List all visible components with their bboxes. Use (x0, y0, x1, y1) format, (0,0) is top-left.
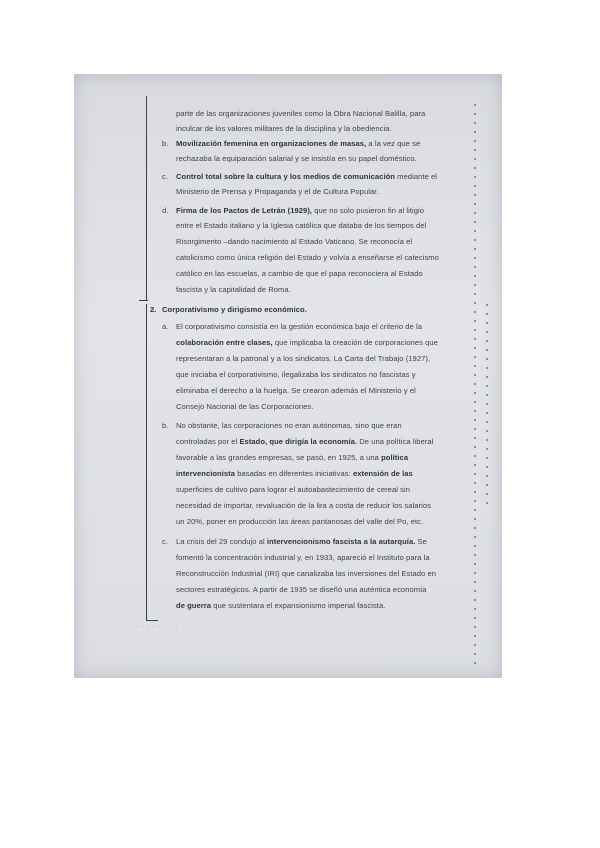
bold-phrase: Control total sobre la cultura y los medios de comunicación (176, 172, 395, 181)
list-marker-a: a. (162, 322, 169, 331)
margin-dots-right-2 (486, 304, 488, 504)
text-line (176, 537, 427, 546)
text-line: fascista y la capitalidad de Roma. (176, 285, 291, 294)
bold-phrase: Firma de los Pactos de Letrán (1929), (176, 206, 313, 215)
text-line: eliminaba el derecho a la huelga. Se crearon además el Ministerio y el (176, 386, 416, 395)
section-number: 2. (150, 305, 157, 314)
margin-bracket-2 (146, 304, 147, 620)
text-span: a la vez que se (366, 139, 421, 148)
list-marker-b2: b. (162, 421, 169, 430)
text-span: que no solo pusieron fin al litigio (312, 206, 425, 215)
margin-bracket-2-tick (146, 620, 158, 621)
text-span: De una política liberal (357, 437, 434, 446)
margin-bracket-1-tick (139, 300, 148, 301)
text-span: Se (415, 537, 427, 546)
bold-phrase: extensión de las (352, 469, 413, 478)
text-line: inculcar de los valores militares de la disciplina y la obediencia. (176, 124, 392, 133)
text-line: sectores estratégicos. A partir de 1935 se diseñó una auténtica economía (176, 585, 427, 594)
text-line: parte de las organizaciones juveniles como la Obra Nacional Balilla, para (176, 109, 426, 118)
text-line: Reconstrucción Industrial (IRI) que canalizaba las inversiones del Estado en (176, 569, 437, 578)
bold-phrase: intervencionismo fascista a la autarquía. (266, 537, 416, 546)
text-line: superficies de cultivo para lograr el autoabastecimiento de cereal sin (176, 485, 410, 494)
text-line: Consejo Nacional de las Corporaciones. (176, 402, 314, 411)
list-marker-d: d. (162, 206, 169, 215)
text-line (176, 338, 438, 347)
text-span: favorable a las grandes empresas, se pasó, en 1925, a una (176, 453, 382, 462)
text-line: entre el Estado italiano y la Iglesia católica que databa de los tiempos del (176, 221, 427, 230)
text-line (176, 469, 413, 478)
text-line: rechazaba la equiparación salarial y se insistía en su papel doméstico. (176, 154, 417, 163)
bold-phrase: Estado, que dirigía la economía. (239, 437, 358, 446)
text-line: Risorgimento –dando nacimiento al Estado Vaticano. Se reconocía el (176, 237, 413, 246)
text-line (176, 172, 437, 181)
text-line: representaran a la patronal y a los sindicatos. La Carta del Trabajo (1927), (176, 354, 431, 363)
text-line: católico en las escuelas, a cambio de que el papa reconociera al Estado (176, 269, 423, 278)
text-line: fomentó la concentración industrial y, en 1933, apareció el Instituto para la (176, 553, 430, 562)
text-line (176, 453, 408, 462)
list-marker-c: c. (162, 172, 168, 181)
section-heading: Corporativismo y dirigismo económico. (162, 305, 307, 314)
text-span: mediante el (395, 172, 437, 181)
faint-marks: · · · · · · · · · (130, 624, 179, 630)
text-span: La crisis del 29 condujo al (176, 537, 267, 546)
margin-bracket-1 (146, 96, 147, 300)
text-line: catolicismo como única religión del Estado y volvía a enseñarse el catecismo (176, 253, 439, 262)
text-line (176, 601, 385, 610)
text-line: que iniciaba el corporativismo, ilegalizaba los sindicatos no fascistas y (176, 370, 416, 379)
text-line: No obstante, las corporaciones no eran autónomas, sino que eran (176, 421, 402, 430)
bold-phrase: política (381, 453, 409, 462)
list-marker-c2: c. (162, 537, 168, 546)
text-line: necesidad de importar, revaluación de la lira a costa de reducir los salarios (176, 501, 431, 510)
text-span: que sustentara el expansionismo imperial fascista. (211, 601, 386, 610)
list-marker-b: b. (162, 139, 169, 148)
text-line (176, 139, 420, 148)
text-span: basadas en diferentes iniciativas: (235, 469, 353, 478)
text-line: El corporativismo consistía en la gestión económica bajo el criterio de la (176, 322, 422, 331)
bold-phrase: Movilización femenina en organizaciones de masas, (176, 139, 367, 148)
text-line (176, 437, 433, 446)
text-line: Ministerio de Prensa y Propaganda y el de Cultura Popular. (176, 187, 379, 196)
text-line: un 20%, poner en producción las áreas pantanosas del valle del Po, etc. (176, 517, 424, 526)
bold-phrase: colaboración entre clases, (176, 338, 273, 347)
text-span: que implicaba la creación de corporaciones que (272, 338, 438, 347)
bold-phrase: de guerra (176, 601, 212, 610)
text-span: controladas por el (176, 437, 240, 446)
bold-phrase: intervencionista (176, 469, 236, 478)
text-line (176, 206, 424, 215)
margin-dots-right (474, 104, 476, 664)
